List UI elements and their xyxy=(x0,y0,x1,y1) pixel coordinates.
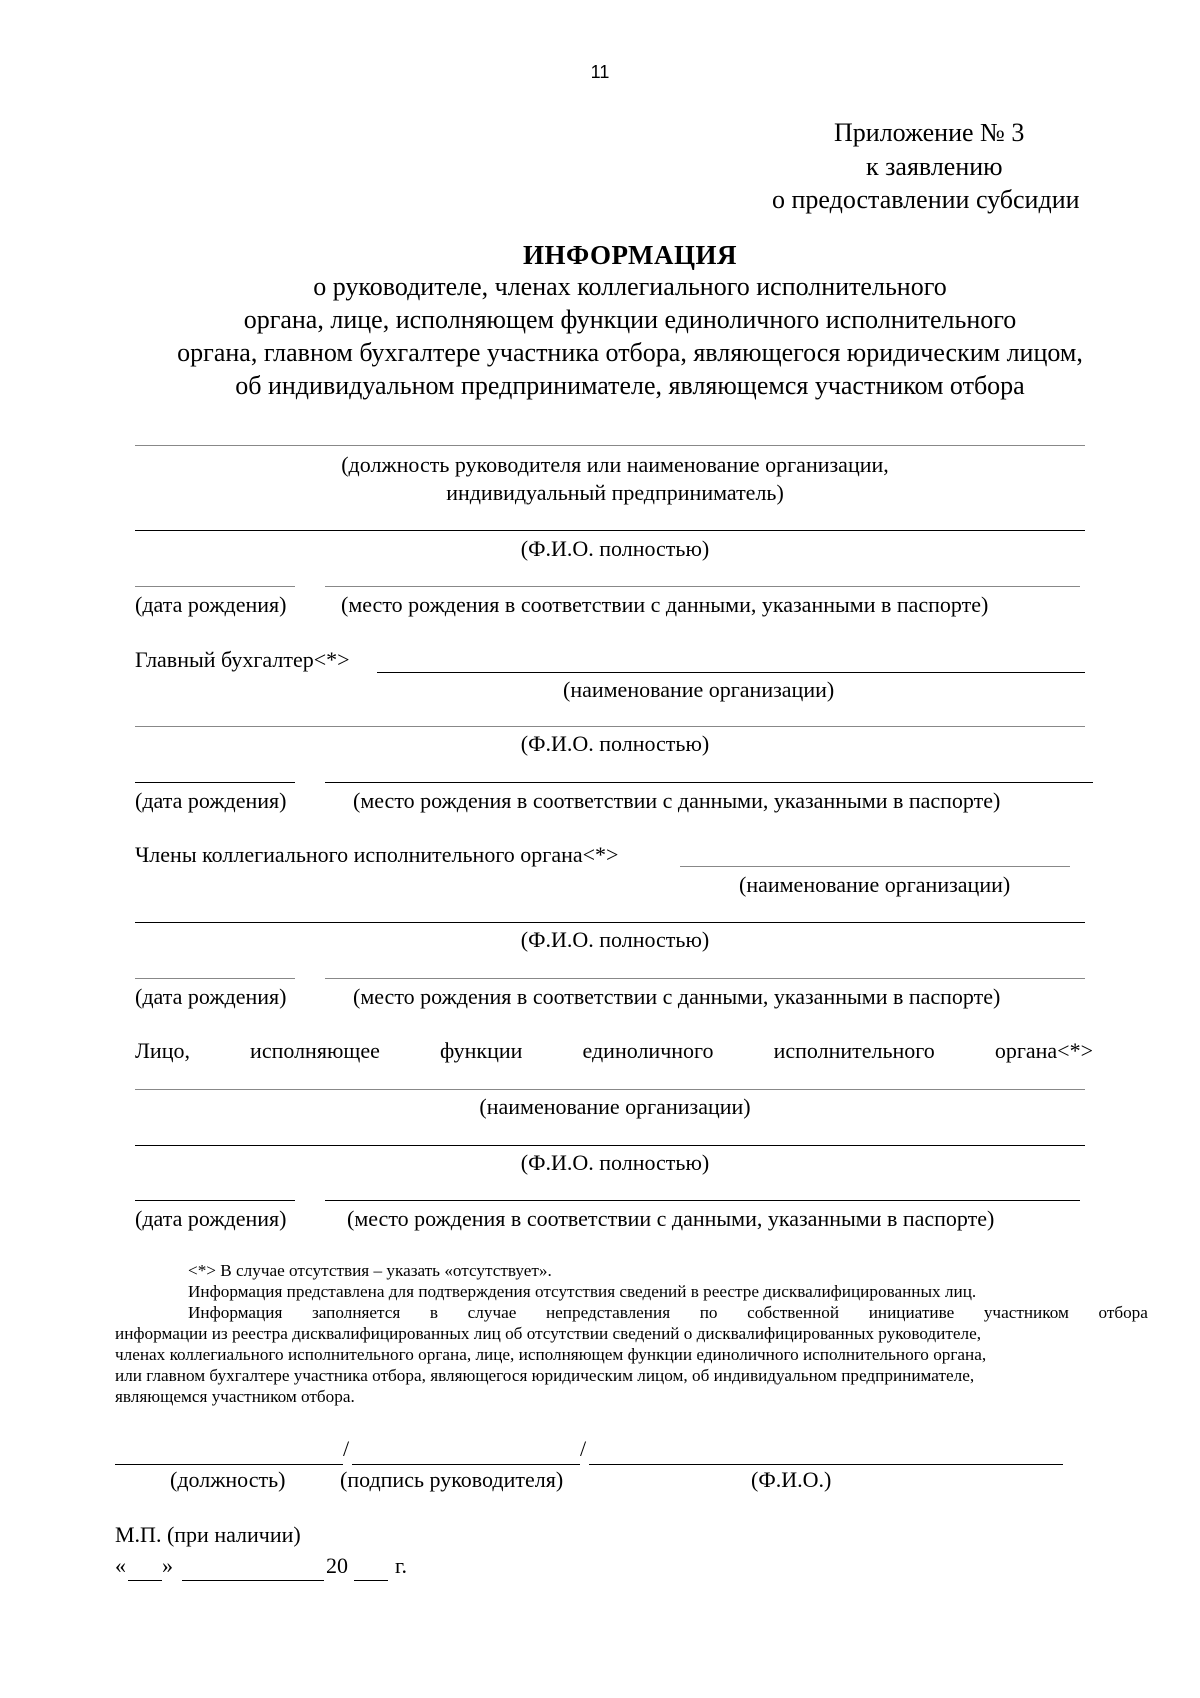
signature-slash-2: / xyxy=(580,1436,587,1461)
signature-slash-1: / xyxy=(343,1436,350,1461)
note-word: в xyxy=(429,1303,439,1322)
board-members-fio-line[interactable] xyxy=(135,922,1085,923)
position-or-org-caption-2: индивидуальный предприниматель) xyxy=(446,480,784,505)
note-word: собственной xyxy=(747,1303,840,1322)
board-members-org-caption: (наименование организации) xyxy=(739,872,1011,897)
document-title: ИНФОРМАЦИЯ xyxy=(523,240,737,270)
signature-fio-caption: (Ф.И.О.) xyxy=(751,1467,832,1492)
sole-executive-word: исполняющее xyxy=(250,1038,380,1063)
appendix-line-1: Приложение № 3 xyxy=(834,118,1025,147)
chief-accountant-org-line[interactable] xyxy=(377,672,1085,673)
note-fill-line-5: являющемся участником отбора. xyxy=(115,1387,355,1406)
subtitle-line-2: органа, лице, исполняющем функции единоличного исполнительного xyxy=(243,305,1017,334)
position-or-org-line[interactable] xyxy=(135,445,1085,446)
note-fill-first-line xyxy=(188,1302,1148,1323)
note-fill-line-2: информации из реестра дисквалифицированных лиц об отсутствии сведений о дисквалифицированных руководителе, xyxy=(115,1324,982,1343)
subtitle-line-3: органа, главном бухгалтере участника отбора, являющегося юридическим лицом, xyxy=(177,338,1083,367)
sole-executive-word: функции xyxy=(439,1038,523,1063)
sole-executive-word: исполнительного xyxy=(773,1038,935,1063)
note-word: непредставления xyxy=(545,1303,671,1322)
board-members-birth-date-caption: (дата рождения) xyxy=(135,984,287,1009)
sole-executive-birth-date-line[interactable] xyxy=(135,1200,295,1201)
chief-accountant-birth-place-line[interactable] xyxy=(325,782,1093,783)
chief-accountant-fio-line[interactable] xyxy=(135,726,1085,727)
appendix-line-2: к заявлению xyxy=(866,152,1003,181)
subtitle-line-1: о руководителе, членах коллегиального исполнительного xyxy=(313,272,947,301)
note-purpose: Информация представлена для подтверждения отсутствия сведений в реестре дисквалифицированных лиц. xyxy=(188,1282,977,1301)
sole-executive-birth-place-caption: (место рождения в соответствии с данными, указанными в паспорте) xyxy=(347,1206,995,1231)
stamp-label: М.П. (при наличии) xyxy=(115,1522,301,1547)
chief-accountant-birth-place-caption: (место рождения в соответствии с данными, указанными в паспорте) xyxy=(353,788,1001,813)
position-or-org-caption-1: (должность руководителя или наименование организации, xyxy=(341,452,889,477)
birth-date-line[interactable] xyxy=(135,586,295,587)
sole-executive-label xyxy=(135,1038,1093,1064)
fio-line[interactable] xyxy=(135,530,1085,531)
note-fill-line-4: или главном бухгалтере участника отбора, являющегося юридическим лицом, об индивидуальном предпринимателе, xyxy=(115,1366,975,1385)
chief-accountant-birth-date-caption: (дата рождения) xyxy=(135,788,287,813)
subtitle-line-4: об индивидуальном предпринимателе, являющемся участником отбора xyxy=(235,371,1025,400)
sole-executive-fio-line[interactable] xyxy=(135,1145,1085,1146)
sole-executive-org-line[interactable] xyxy=(135,1089,1085,1090)
note-word: отбора xyxy=(1098,1303,1148,1322)
chief-accountant-fio-caption: (Ф.И.О. полностью) xyxy=(520,731,710,756)
date-close-quote: » xyxy=(162,1553,173,1578)
note-fill-line-3: членах коллегиального исполнительного органа, лице, исполняющем функции единоличного исполнительного органа, xyxy=(115,1345,987,1364)
note-word: случае xyxy=(467,1303,517,1322)
date-open-quote: « xyxy=(115,1553,126,1578)
signature-sign-line[interactable] xyxy=(352,1464,580,1465)
chief-accountant-label: Главный бухгалтер<*> xyxy=(135,647,350,672)
sole-executive-birth-place-line[interactable] xyxy=(325,1200,1080,1201)
board-members-org-line[interactable] xyxy=(680,866,1070,867)
note-word: инициативе xyxy=(868,1303,955,1322)
sole-executive-word: единоличного xyxy=(582,1038,714,1063)
birth-place-caption: (место рождения в соответствии с данными, указанными в паспорте) xyxy=(341,592,989,617)
note-word: по xyxy=(699,1303,718,1322)
signature-position-line[interactable] xyxy=(115,1464,343,1465)
date-year-prefix: 20 xyxy=(326,1553,348,1578)
note-word: участником xyxy=(983,1303,1069,1322)
chief-accountant-org-caption: (наименование организации) xyxy=(563,677,835,702)
chief-accountant-birth-date-line[interactable] xyxy=(135,782,295,783)
birth-date-caption: (дата рождения) xyxy=(135,592,287,617)
board-members-birth-place-line[interactable] xyxy=(325,978,1085,979)
sole-executive-word: органа<*> xyxy=(994,1038,1093,1063)
appendix-line-3: о предоставлении субсидии xyxy=(772,185,1080,214)
date-year-suffix: г. xyxy=(395,1553,408,1578)
board-members-birth-place-caption: (место рождения в соответствии с данными, указанными в паспорте) xyxy=(353,984,1001,1009)
board-members-fio-caption: (Ф.И.О. полностью) xyxy=(520,927,710,952)
birth-place-line[interactable] xyxy=(325,586,1080,587)
note-word: Информация xyxy=(188,1303,283,1322)
note-absence: <*> В случае отсутствия – указать «отсутствует». xyxy=(188,1261,552,1280)
date-month-line[interactable] xyxy=(182,1580,324,1581)
sole-executive-fio-caption: (Ф.И.О. полностью) xyxy=(520,1150,710,1175)
note-word: заполняется xyxy=(311,1303,401,1322)
date-day-line[interactable] xyxy=(128,1580,162,1581)
sole-executive-word: Лицо, xyxy=(135,1038,190,1063)
board-members-label: Члены коллегиального исполнительного органа<*> xyxy=(135,842,619,867)
fio-caption: (Ф.И.О. полностью) xyxy=(520,536,710,561)
signature-sign-caption: (подпись руководителя) xyxy=(340,1467,564,1492)
sole-executive-org-caption: (наименование организации) xyxy=(479,1094,751,1119)
signature-fio-line[interactable] xyxy=(589,1464,1063,1465)
page-number: 11 xyxy=(590,62,610,82)
signature-position-caption: (должность) xyxy=(170,1467,286,1492)
date-year-line[interactable] xyxy=(354,1580,388,1581)
sole-executive-birth-date-caption: (дата рождения) xyxy=(135,1206,287,1231)
board-members-birth-date-line[interactable] xyxy=(135,978,295,979)
